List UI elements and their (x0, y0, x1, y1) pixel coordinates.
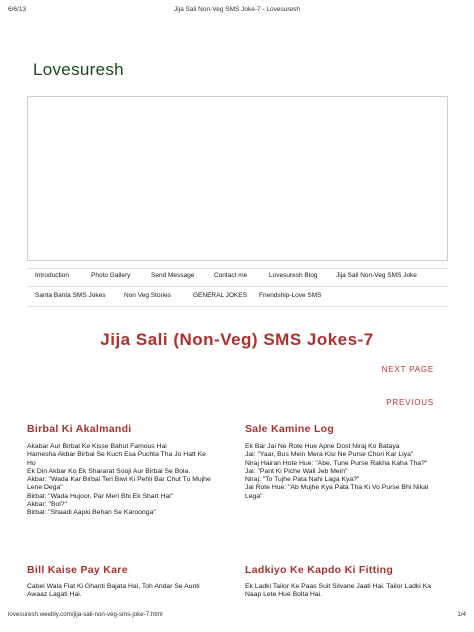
nav-divider (27, 268, 448, 269)
section-title: Sale Kamine Log (245, 423, 335, 435)
text-line: Lega" (245, 492, 263, 500)
text-line: Akbar: "Wada Kar Birbal Teri Biwi Ki Pehli Bar Chut Tu Mujhe (27, 476, 211, 484)
text-line: Akabar Aur Birbal Ke Kisse Bahut Famous Hai (27, 443, 167, 450)
section-body (27, 443, 239, 518)
section-title: Ladkiyo Ke Kapdo Ki Fitting (245, 564, 394, 576)
text-line: Hamesha Akbar Birbal Se Kuch Esa Puchta Tha Jo Hatt Ke (27, 451, 206, 459)
section-title: Bill Kaise Pay Kare (27, 564, 128, 576)
text-line: Jai: "Yaar, Bus Mein Mera Kisi Ne Purse Chori Kar Liya" (245, 451, 414, 459)
section-body (245, 583, 450, 600)
header-banner (27, 96, 448, 261)
text-line: Ho (27, 459, 36, 467)
text-line: Jai Rote Hue: "Ab Mujhe Kya Pata Tha Ki Vo Purse Bhi Nikal (245, 484, 429, 492)
section-title: Birbal Ki Akalmandi (27, 423, 132, 435)
print-date: 6/6/13 (8, 6, 27, 13)
text-line: Awaaz Lagati Hai. (27, 591, 82, 599)
text-line: Ek Bar Jai Ne Rote Hue Apne Dost Niraj Ko Bataya (245, 443, 400, 450)
text-line: Ek Din Akbar Ko Ek Shararat Sooji Aur Birbal Se Bola. (27, 467, 191, 475)
text-line: Jai: "Pant Ki Piche Wali Jeb Mein" (245, 467, 348, 475)
nav-item-lovesuresh-blog[interactable]: Lovesuresh Blog (269, 272, 318, 279)
print-page-number: 1/4 (457, 611, 466, 618)
print-url: lovesuresh.weebly.com/jija-sali-non-veg-sms-joke-7.html (8, 611, 163, 618)
previous-page-link[interactable]: PREVIOUS (386, 398, 434, 407)
nav-item-non-veg-stories[interactable]: Non Veg Stories (124, 292, 171, 299)
text-line: Ek Ladki Tailor Ke Paas Suit Silvane Jaati Hai. Tailor Ladki Ka (245, 583, 432, 590)
section-body (245, 443, 450, 501)
nav-item-photo-gallery[interactable]: Photo Gallery (91, 272, 131, 279)
nav-item-introduction[interactable]: Introduction (35, 272, 69, 279)
text-line: Niraj Hairan Hote Hue: "Abe, Tune Purse Rakha Kaha Tha?" (245, 459, 428, 467)
text-line: Lene Dega" (27, 484, 63, 492)
nav-item-friendship-love[interactable]: Friendship-Love SMS (259, 292, 322, 299)
nav-item-contact-me[interactable]: Contact me (214, 272, 248, 279)
text-line: Cabel Wala Flat Ki Ghanti Bajata Hai, Toh Andar Se Aunti (27, 583, 200, 590)
print-page-title: Jija Sali Non-Veg SMS Joke-7 - Lovesuresh (173, 6, 301, 13)
text-line: Naap Lete Hue Bolta Hai. (245, 591, 323, 599)
nav-divider (27, 286, 448, 287)
page-title: Jija Sali (Non-Veg) SMS Jokes-7 (100, 330, 374, 349)
text-line: Birbal: "Wada Hujoor, Par Meri Bhi Ek Shart Hai" (27, 492, 174, 500)
section-body (27, 583, 239, 600)
site-title[interactable]: Lovesuresh (33, 60, 124, 79)
text-line: Birbal: "Shaadi Aapki Behan Se Karoonga" (27, 509, 156, 517)
nav-item-send-message[interactable]: Send Message (151, 272, 195, 279)
nav-item-jija-sali-joke[interactable]: Jija Sali Non-Veg SMS Joke (336, 272, 417, 279)
text-line: Niraj: "To Tujhe Pata Nahi Laga Kya?" (245, 476, 360, 484)
nav-item-santa-banta[interactable]: Santa Banta SMS Jokes (35, 292, 106, 299)
text-line: Akbar: "Bol?" (27, 501, 67, 509)
nav-item-general-jokes[interactable]: GENERAL JOKES (193, 292, 247, 299)
nav-divider (27, 306, 448, 307)
next-page-link[interactable]: NEXT PAGE (381, 365, 434, 374)
print-header (0, 6, 474, 18)
